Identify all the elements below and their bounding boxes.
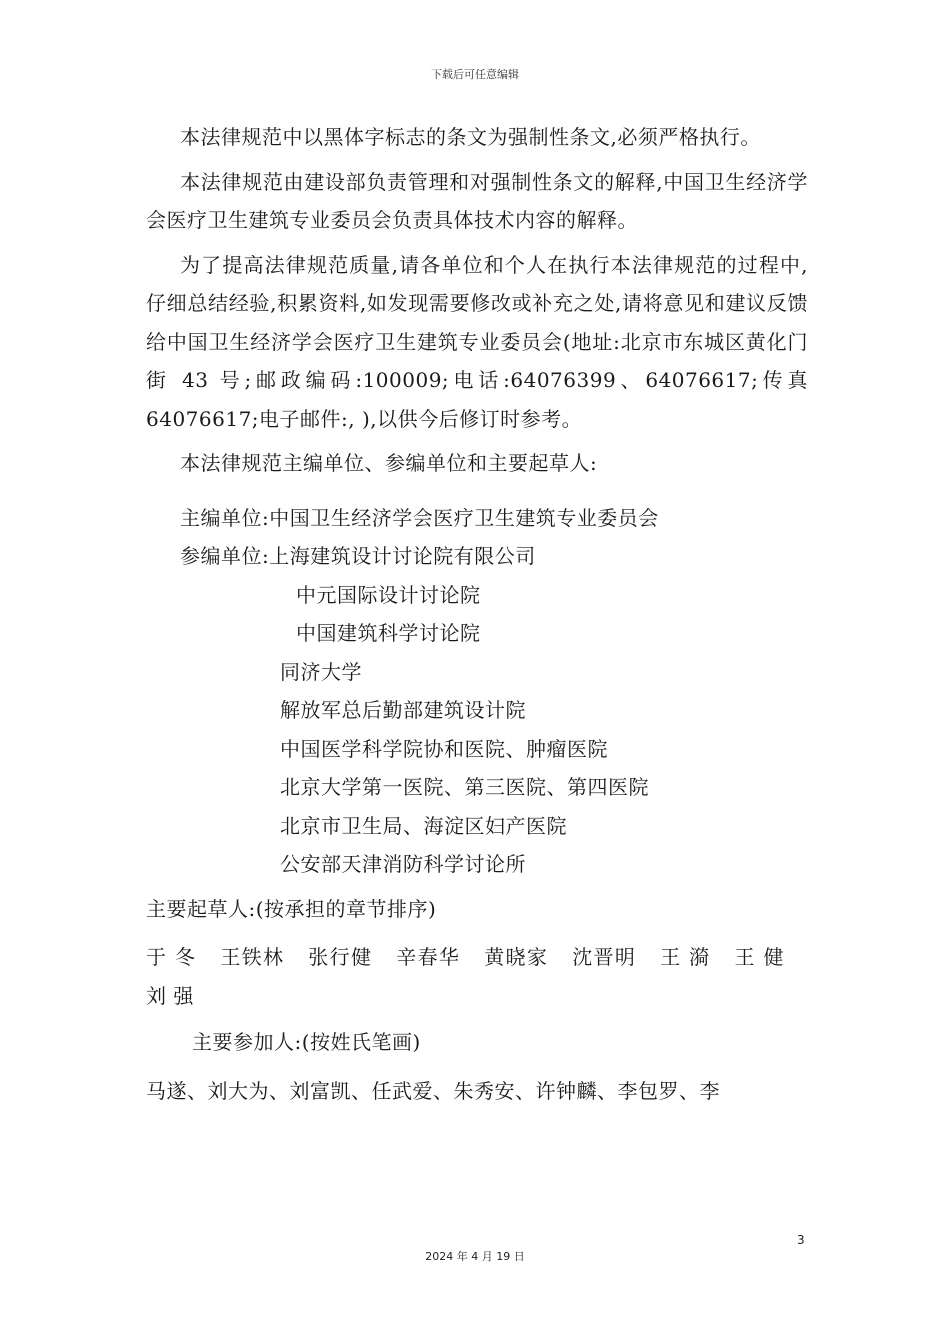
document-body bbox=[146, 118, 808, 1110]
drafters-heading: 主要起草人:(按承担的章节排序) bbox=[146, 896, 437, 921]
participating-unit: 解放军总后勤部建筑设计院 bbox=[280, 698, 526, 722]
page-number: 3 bbox=[797, 1233, 805, 1247]
drafter-name: 王 健 bbox=[734, 945, 785, 969]
participating-unit: 公安部天津消防科学讨论所 bbox=[280, 852, 526, 876]
drafter-name: 于 冬 bbox=[146, 945, 197, 969]
drafter-name: 张行健 bbox=[308, 945, 373, 969]
paragraph-interpretation: 本法律规范由建设部负责管理和对强制性条文的解释,中国卫生经济学会医疗卫生建筑专业委员会负责具体技术内容的解释。 bbox=[146, 169, 808, 232]
drafter-name: 黄晓家 bbox=[484, 945, 549, 969]
paragraph-units-intro: 本法律规范主编单位、参编单位和主要起草人: bbox=[180, 451, 598, 475]
drafter-name: 刘 强 bbox=[146, 983, 194, 1008]
drafters-names bbox=[146, 938, 808, 1015]
participating-unit: 北京市卫生局、海淀区妇产医院 bbox=[280, 813, 567, 838]
chief-unit: 主编单位:中国卫生经济学会医疗卫生建筑专业委员会 bbox=[180, 505, 659, 530]
participants-heading: 主要参加人:(按姓氏笔画) bbox=[192, 1030, 421, 1054]
drafter-name: 沈晋明 bbox=[572, 945, 637, 969]
participating-unit: 中国建筑科学讨论院 bbox=[296, 621, 481, 645]
drafter-name: 王铁林 bbox=[220, 945, 285, 969]
participating-unit: 北京大学第一医院、第三医院、第四医院 bbox=[280, 775, 649, 799]
participating-unit: 中国医学科学院协和医院、肿瘤医院 bbox=[280, 736, 608, 761]
participating-unit: 中元国际设计讨论院 bbox=[296, 582, 481, 607]
drafter-name: 王 漪 bbox=[660, 945, 711, 969]
drafter-name: 辛春华 bbox=[396, 945, 461, 969]
page-header: 下载后可任意编辑 bbox=[431, 68, 519, 81]
paragraph-feedback: 为了提高法律规范质量,请各单位和个人在执行本法律规范的过程中,仔细总结经验,积累资料,如发现需要修改或补充之处,请将意见和建议反馈给中国卫生经济学会医疗卫生建筑专业委员会(地址:北京市东城区黄化门街 43 号;邮政编码:100009;电话:64076399、64076617;传真 64076617;电子邮件:, ),以供今后修订时参考。 bbox=[146, 252, 808, 431]
participating-unit-first: 参编单位:上海建筑设计讨论院有限公司 bbox=[180, 544, 536, 568]
footer-date: 2024 年 4 月 19 日 bbox=[425, 1250, 525, 1263]
participating-unit: 同济大学 bbox=[280, 659, 362, 684]
participants-list: 马遂、刘大为、刘富凯、任武爱、朱秀安、许钟麟、李包罗、李 bbox=[146, 1078, 720, 1103]
paragraph-mandatory-clauses: 本法律规范中以黑体字标志的条文为强制性条文,必须严格执行。 bbox=[180, 125, 761, 149]
